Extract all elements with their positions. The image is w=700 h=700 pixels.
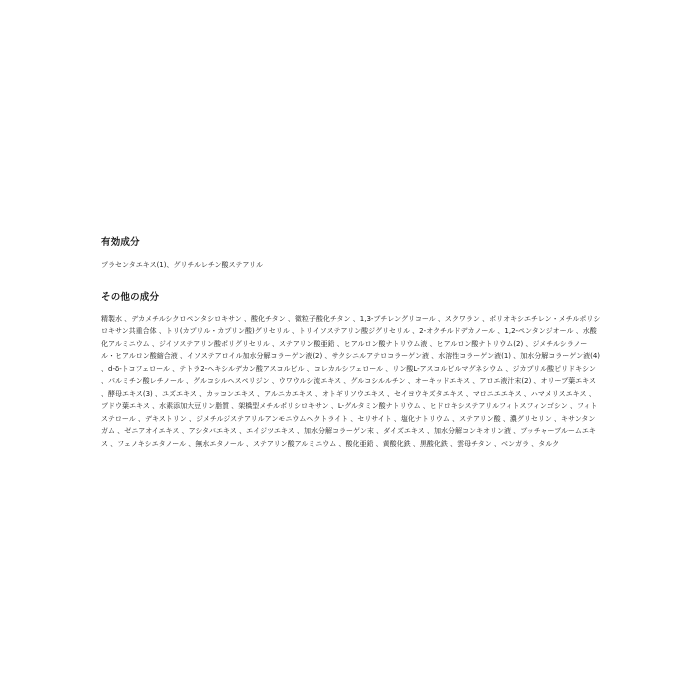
other-ingredients-heading: その他の成分 (101, 291, 160, 303)
other-ingredients-text: 精製水 、デカメチルシクロペンタシロキサン 、酸化チタン 、微粒子酸化チタン 、1,3-ブチレングリコール 、スクワラン 、ポリオキシエチレン・メチルポリシロキサン共重合体 、トリ(カプリル・カプリン酸)グリセリル 、トリイソステアリン酸ジグリセリル 、2-オクチルドデカノール 、1,2-ペンタンジオール 、水酸化アルミニウム 、ジイソステアリン酸ポリグリセリル 、ステアリン酸亜鉛 、ヒアルロン酸ナトリウム液 、ヒアルロン酸ナトリウム(2) 、ジメチルシラノール・ヒアルロン酸縮合液 、イソステアロイル加水分解コラーゲン液(2) 、サクシニルアテロコラーゲン液 、水溶性コラーゲン液(1) 、加水分解コラーゲン液(4) 、d-δ-トコフェロール 、テトラ2-ヘキシルデカン酸アスコルビル 、コレカルシフェロール 、リン酸L-アスコルビルマグネシウム 、ジカプリル酸ピリドキシン 、パルミチン酸レチノール 、グルコシルヘスペリジン 、ウワウルシ流エキス 、グルコシルルチン 、オーキッドエキス 、アロエ液汁末(2) 、オリーブ葉エキス 、酵母エキス(3) 、ユズエキス 、カッコンエキス 、アルニカエキス 、オトギリソウエキス 、セイヨウキズタエキス 、マロニエエキス 、ハマメリスエキス 、ブドウ葉エキス 、水素添加大豆リン脂質 、架橋型メチルポリシロキサン 、L-グルタミン酸ナトリウム 、ヒドロキシステアリルフィトスフィンゴシン 、フィトステロール 、デキストリン 、ジメチルジステアリルアンモニウムヘクトライト 、セリサイト 、塩化ナトリウム 、ステアリン酸 、濃グリセリン 、キサンタンガム 、ゼニアオイエキス 、アシタバエキス 、エイジツエキス 、加水分解コラーゲン末 、ダイズエキス 、加水分解コンキオリン液 、ブッチャーブルームエキス 、フェノキシエタノール 、無水エタノール 、ステアリン酸アルミニウム 、酸化亜鉛 、黄酸化鉄 、黒酸化鉄 、雲母チタン 、ベンガラ 、タルク (101, 314, 601, 448)
active-ingredients-text: プラセンタエキス(1)、グリチルレチン酸ステアリル (101, 261, 264, 269)
active-ingredients-heading: 有効成分 (101, 237, 140, 248)
ingredients-panel (101, 236, 601, 450)
